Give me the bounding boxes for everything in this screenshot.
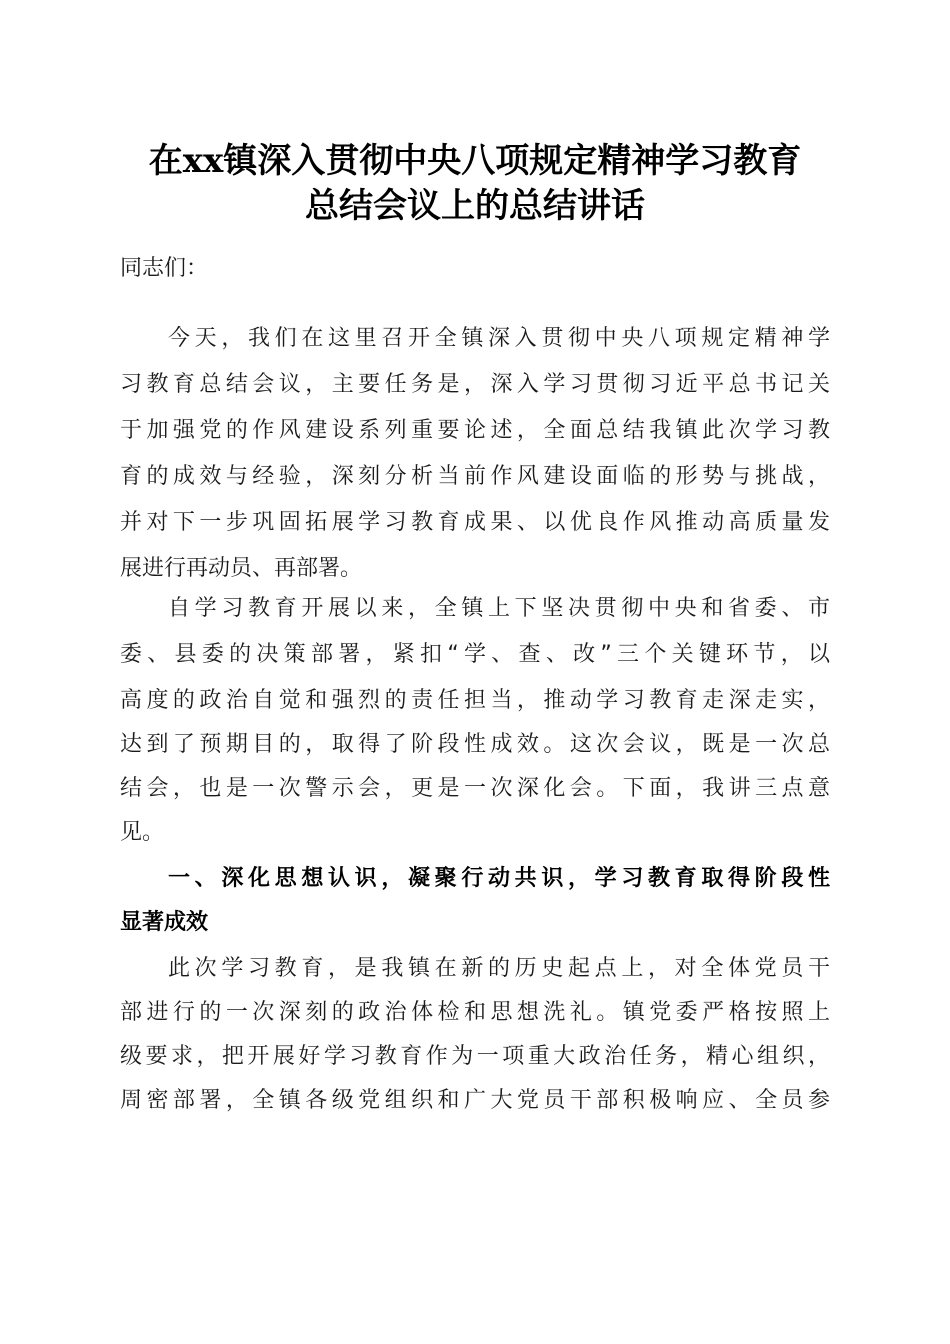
paragraph-1-line-2: 习教育总结会议，主要任务是，深入学习贯彻习近平总书记关	[120, 372, 830, 397]
salutation: 同志们：	[120, 256, 209, 281]
paragraph-2-line-6: 见。	[120, 820, 165, 845]
paragraph-2-line-1: 自学习教育开展以来，全镇上下坚决贯彻中央和省委、市	[168, 596, 830, 621]
paragraph-1-line-3: 于加强党的作风建设系列重要论述，全面总结我镇此次学习教	[120, 418, 830, 443]
document-title-line-2: 总结会议上的总结讲话	[305, 186, 645, 226]
paragraph-3-line-4: 周密部署，全镇各级党组织和广大党员干部积极响应、全员参	[120, 1088, 830, 1113]
paragraph-1-line-4: 育的成效与经验，深刻分析当前作风建设面临的形势与挑战，	[120, 464, 830, 489]
section-heading-line-2: 显著成效	[120, 910, 209, 935]
paragraph-1-line-5: 并对下一步巩固拓展学习教育成果、以优良作风推动高质量发	[120, 510, 830, 535]
paragraph-3-line-2: 部进行的一次深刻的政治体检和思想洗礼。镇党委严格按照上	[120, 1000, 830, 1025]
paragraph-2-line-3: 高度的政治自觉和强烈的责任担当，推动学习教育走深走实，	[120, 688, 830, 713]
paragraph-2-line-5: 结会，也是一次警示会，更是一次深化会。下面，我讲三点意	[120, 776, 830, 801]
paragraph-1-line-1: 今天，我们在这里召开全镇深入贯彻中央八项规定精神学	[168, 326, 830, 351]
section-heading-line-1: 一、深化思想认识，凝聚行动共识，学习教育取得阶段性	[168, 866, 830, 891]
paragraph-3-line-3: 级要求，把开展好学习教育作为一项重大政治任务，精心组织，	[120, 1044, 830, 1069]
paragraph-1-line-6: 展进行再动员、再部署。	[120, 556, 363, 581]
paragraph-2-line-4: 达到了预期目的，取得了阶段性成效。这次会议，既是一次总	[120, 732, 830, 757]
document-title-line-1: 在xx镇深入贯彻中央八项规定精神学习教育	[148, 141, 802, 181]
paragraph-2-line-2: 委、县委的决策部署，紧扣“学、查、改”三个关键环节，以	[120, 642, 830, 667]
paragraph-3-line-1: 此次学习教育，是我镇在新的历史起点上，对全体党员干	[168, 956, 830, 981]
